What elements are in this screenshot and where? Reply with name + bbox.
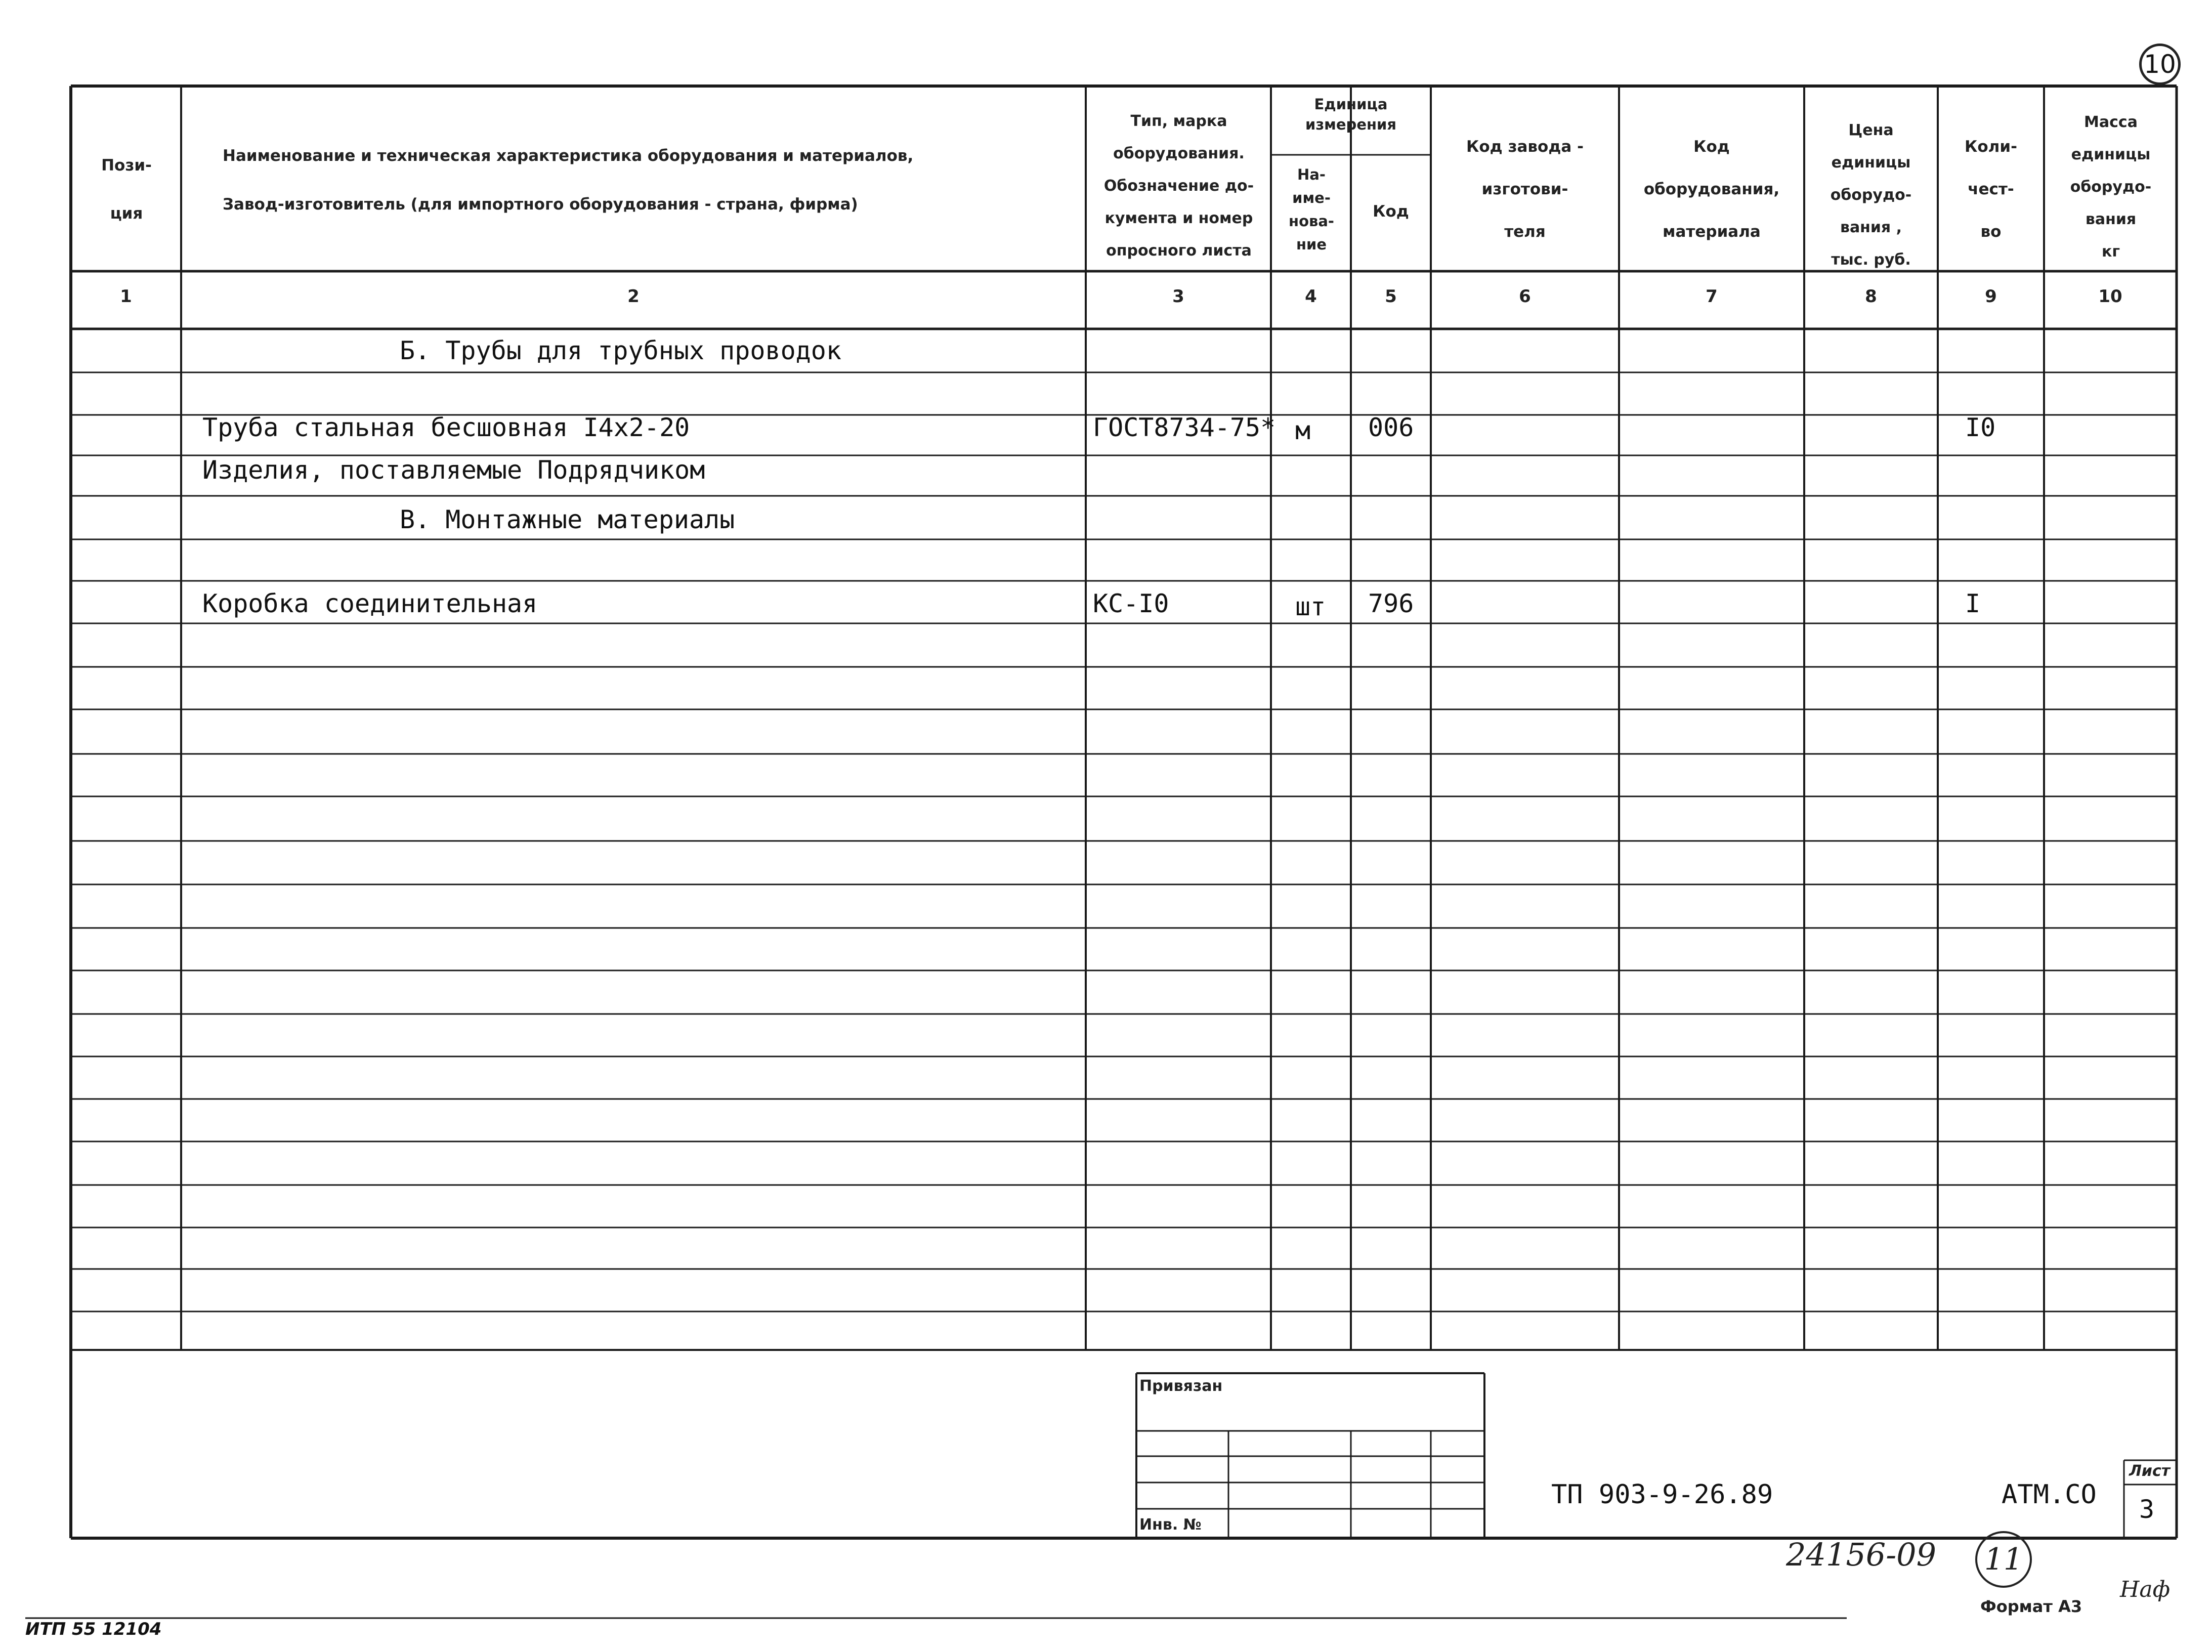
header-price-line: Цена [1848,121,1894,139]
row-quantity: I0 [1965,413,1996,442]
circled-number [1975,1531,2032,1588]
header-unit-line: измерения [1305,116,1396,133]
header-quantity-line: Коли- [1965,138,2017,156]
row-type: КС-I0 [1093,589,1169,618]
header-plant-code-line: изготови- [1481,180,1568,198]
row-unit: м [1295,416,1311,445]
header-position-line: Пози- [101,156,152,175]
header-type-line: Тип, марка [1130,112,1227,130]
header-price-line: тыс. руб. [1831,251,1911,269]
page-badge-number: 10 [2144,50,2176,79]
header-type-line: кумента и номер [1104,209,1253,227]
header-unit-name-line: ние [1296,236,1327,253]
header-material-code-line: материала [1663,223,1761,241]
header-mass-line: вания [2085,210,2137,228]
column-number: 8 [1865,286,1877,307]
row-name: Б. Трубы для трубных проводок [400,336,841,365]
row-unit: шт [1295,592,1326,621]
header-name-line: Наименование и техническая характеристика оборудования и материалов, [223,147,914,165]
header-mass-line: оборудо- [2070,178,2152,196]
header-mass-line: кг [2101,243,2120,261]
row-name: Коробка соединительная [202,589,538,618]
itp-label: ИТП 55 12104 [25,1619,162,1639]
circled-number-text: 11 [1984,1542,2023,1577]
header-price-line: вания , [1840,219,1902,236]
privyazan-label: Привязан [1139,1377,1223,1395]
row-code: 796 [1368,589,1414,618]
signature: Наф [2120,1577,2171,1602]
column-number: 9 [1985,286,1997,307]
header-name [223,132,1052,229]
sheet-label: Лист [2129,1462,2171,1480]
header-position-line: ция [110,204,143,223]
inv-label: Инв. № [1139,1516,1202,1534]
column-number: 3 [1172,286,1184,307]
column-number: 4 [1305,286,1317,307]
sheet-code: АТМ.СО [2002,1479,2097,1510]
header-unit-name-line: На- [1297,166,1326,183]
header-unit-name [1272,163,1351,256]
header-type-line: опросного листа [1106,242,1252,260]
header-material-code-line: Код [1693,138,1730,156]
row-name: В. Монтажные материалы [400,505,735,534]
row-quantity: I [1965,589,1981,618]
header-quantity-line: во [1980,223,2002,241]
row-code: 006 [1368,413,1414,442]
header-unit-name-line: нова- [1289,213,1334,230]
header-type-line: оборудования. [1113,145,1245,162]
format-label: Формат А3 [1980,1597,2082,1616]
column-number: 5 [1385,286,1397,307]
header-plant-code [1432,125,1618,253]
header-material-code [1620,125,1803,253]
header-type-line: Обозначение до- [1103,177,1254,195]
header-unit-line: Единица [1314,96,1388,113]
header-plant-code-line: Код завода - [1466,138,1584,156]
page-badge [2139,44,2181,85]
header-unit [1272,94,1430,135]
row-type: ГОСТ8734-75* [1093,413,1276,442]
header-plant-code-line: теля [1504,223,1546,241]
header-mass-line: единицы [2071,146,2151,163]
column-number: 7 [1706,286,1718,307]
header-quantity-line: чест- [1968,180,2014,198]
header-unit-name-line: име- [1292,189,1331,206]
sheet-number: 3 [2139,1495,2155,1524]
header-price-line: единицы [1831,154,1911,172]
header-price-line: оборудо- [1830,186,1912,204]
header-type [1088,105,1270,267]
header-mass [2045,106,2177,268]
header-quantity [1939,125,2043,253]
row-name: Труба стальная бесшовная I4x2-20 [202,413,690,442]
column-number: 6 [1519,286,1531,307]
row-name: Изделия, поставляемые Подрядчиком [202,455,705,485]
column-number: 10 [2098,286,2122,307]
column-number: 2 [627,286,640,307]
doc-code: ТП 903-9-26.89 [1551,1479,1773,1510]
header-mass-line: Масса [2084,113,2138,131]
header-unit-code [1352,199,1430,224]
header-price [1805,114,1937,276]
handwritten-number: 24156-09 [1786,1536,1937,1573]
header-material-code-line: оборудования, [1643,180,1780,198]
column-number: 1 [120,286,132,307]
header-name-line: Завод-изготовитель (для импортного оборудования - страна, фирма) [223,195,858,214]
header-position [76,142,177,238]
header-unit-code-line: Код [1373,202,1409,221]
